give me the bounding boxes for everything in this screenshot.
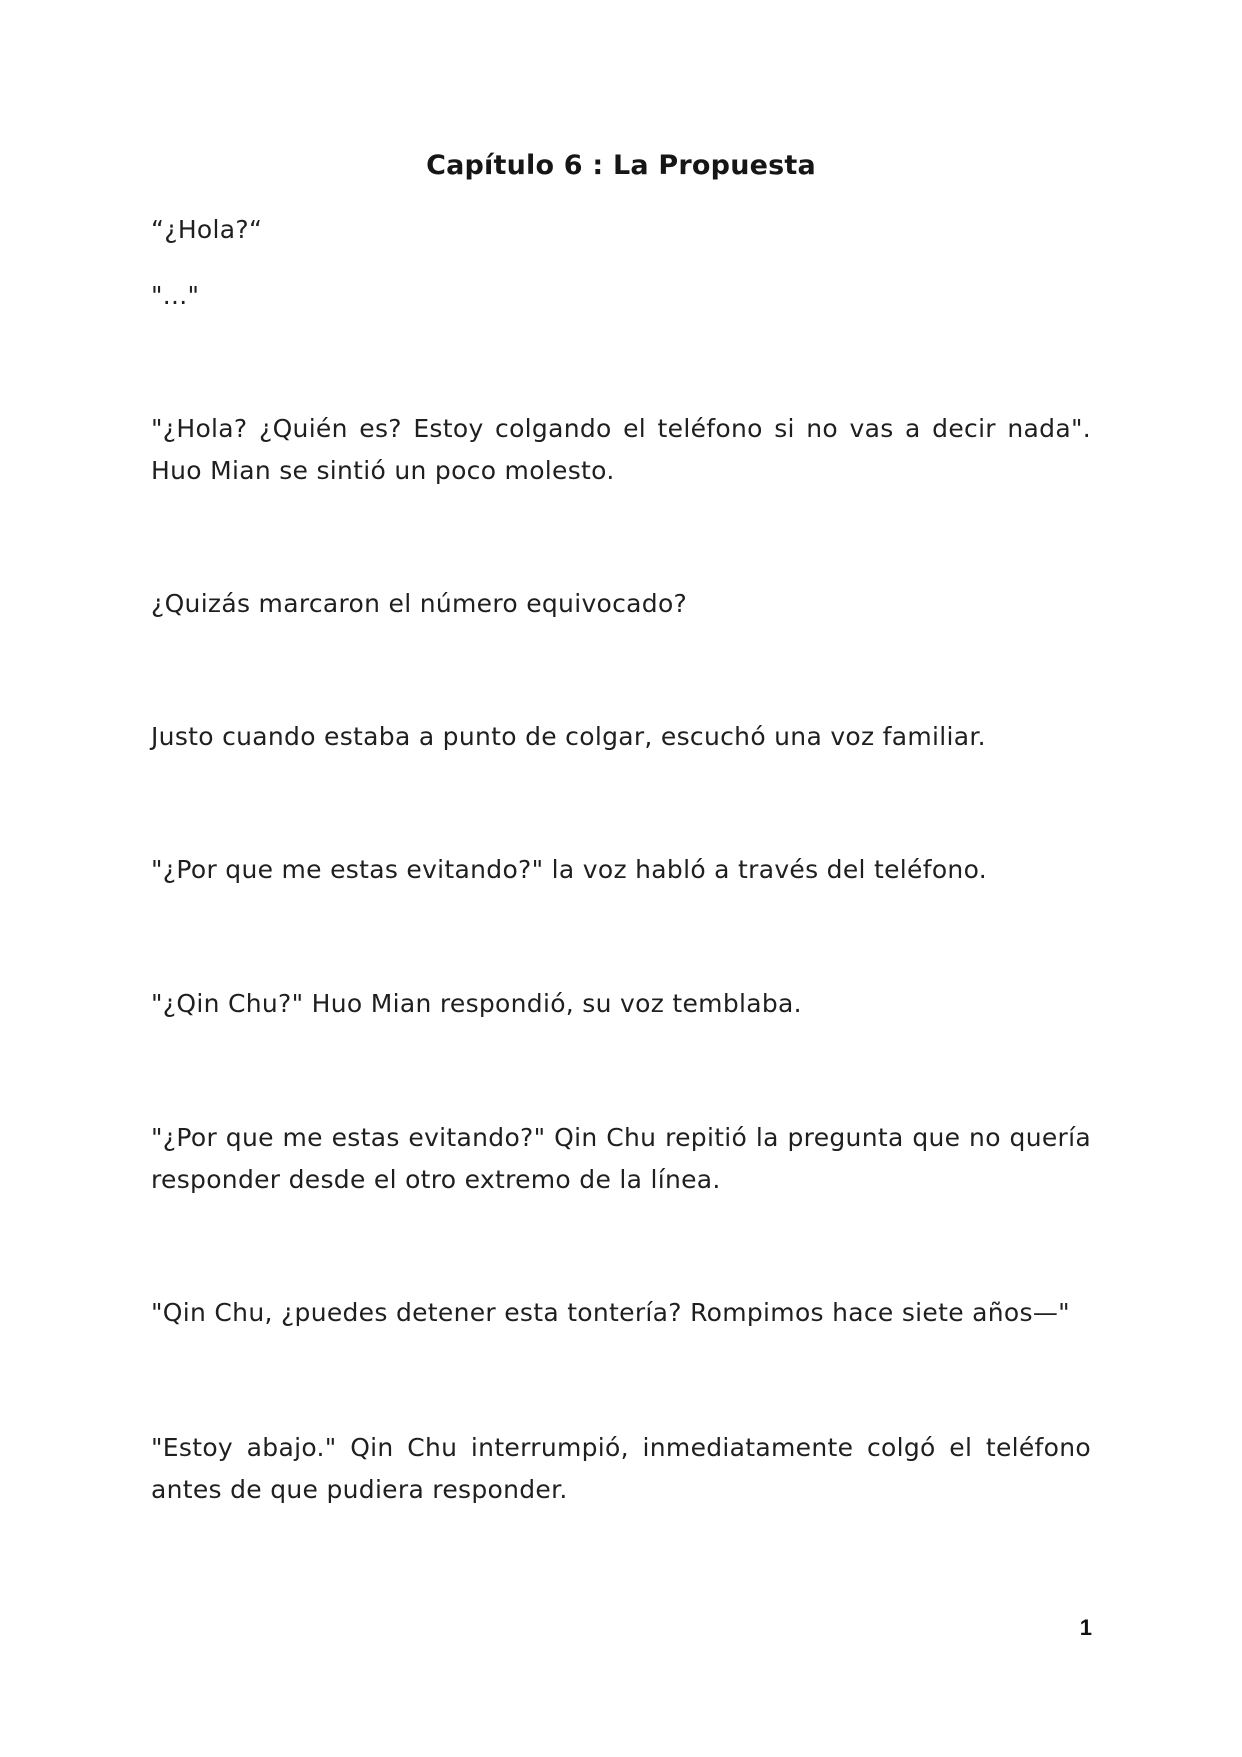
paragraph-10: "Estoy abajo." Qin Chu interrumpió, inmediatamente colgó el teléfono antes de que pudiera responder. [151,1433,1091,1504]
paragraph-8: "¿Por que me estas evitando?" Qin Chu repitió la pregunta que no quería responder desde el otro extremo de la línea. [151,1123,1091,1194]
paragraph-2: "..." [151,281,200,310]
paragraph-7: "¿Qin Chu?" Huo Mian respondió, su voz temblaba. [151,989,802,1018]
paragraph-6: "¿Por que me estas evitando?" la voz habló a través del teléfono. [151,855,987,884]
page-number: 1 [1079,1615,1092,1640]
paragraph-5: Justo cuando estaba a punto de colgar, escuchó una voz familiar. [151,722,986,751]
paragraph-1: “¿Hola?“ [151,215,263,244]
paragraph-3: "¿Hola? ¿Quién es? Estoy colgando el teléfono si no vas a decir nada". Huo Mian se sintió un poco molesto. [151,414,1091,485]
paragraph-9: "Qin Chu, ¿puedes detener esta tontería? Rompimos hace siete años—" [151,1298,1070,1327]
paragraph-4: ¿Quizás marcaron el número equivocado? [151,589,688,618]
chapter-title: Capítulo 6 : La Propuesta [426,150,816,181]
